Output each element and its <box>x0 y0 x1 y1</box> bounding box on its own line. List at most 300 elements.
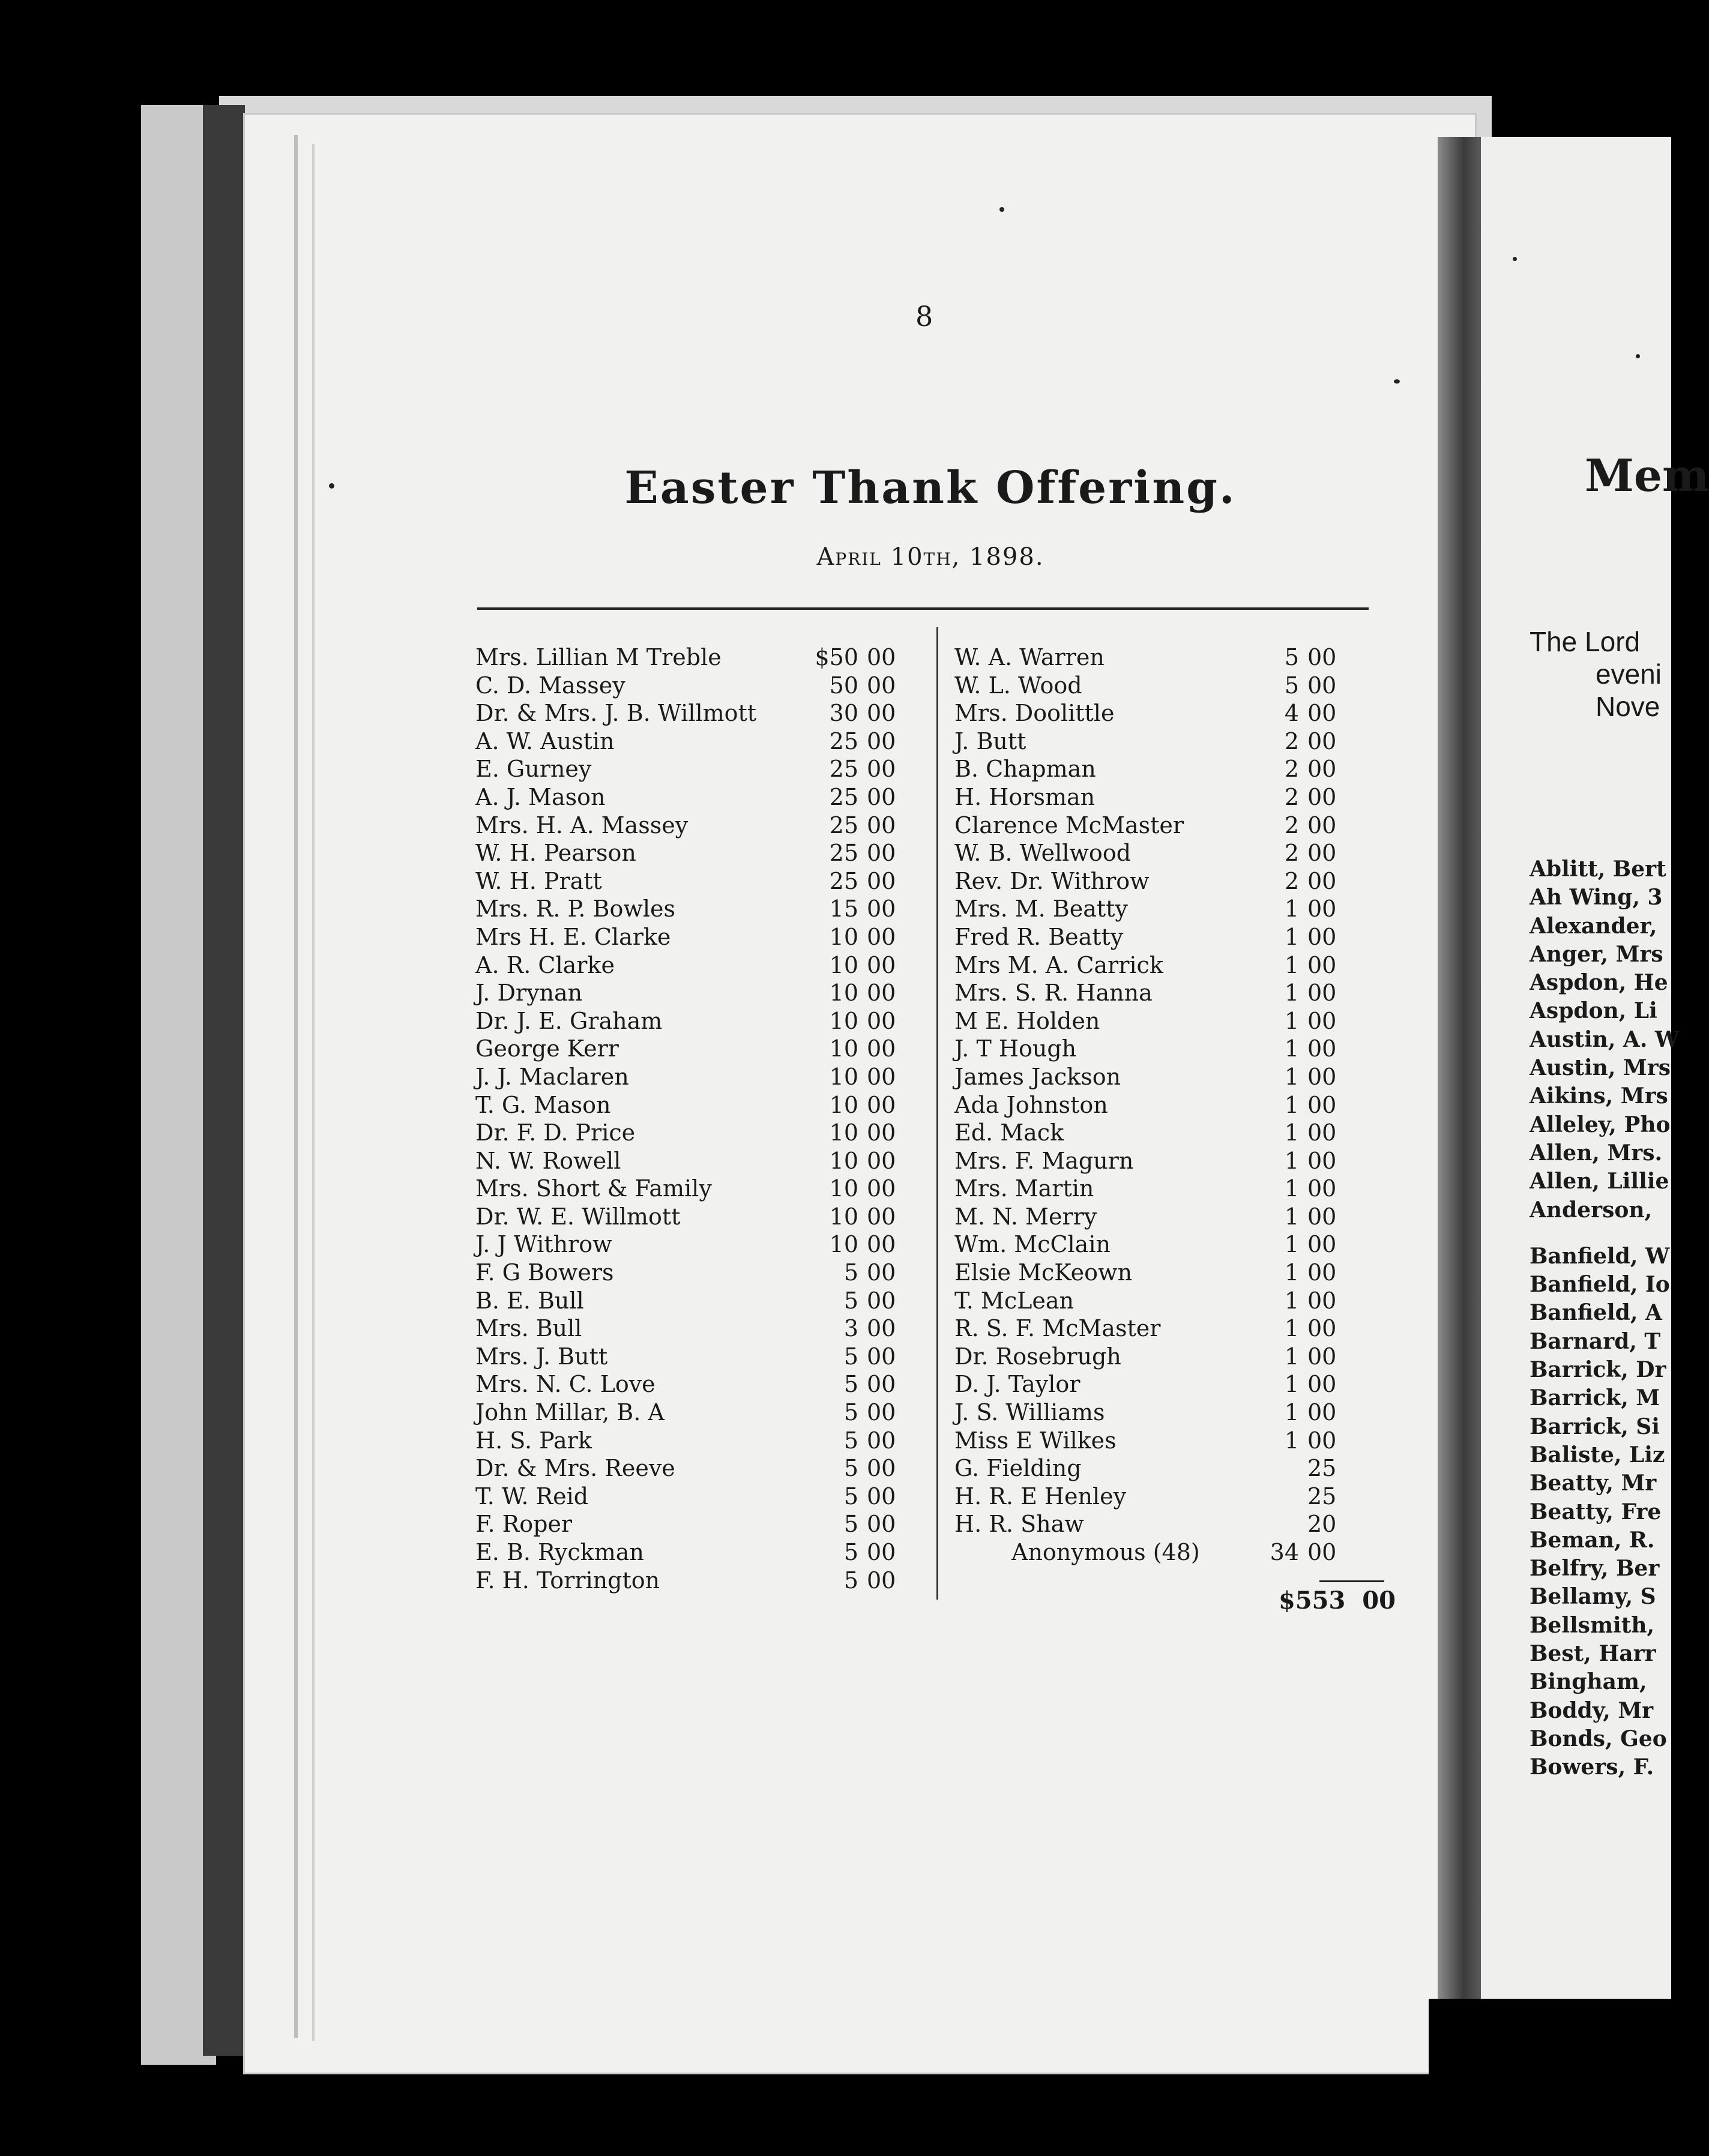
donor-row <box>954 895 1393 923</box>
facing-name-entry: Banfield, A <box>1530 1300 1662 1326</box>
donation-cents: 00 <box>1307 1203 1337 1230</box>
donor-name: Dr. F. D. Price <box>475 1119 636 1146</box>
donation-cents: 00 <box>1307 923 1337 950</box>
donation-dollars: 1 <box>1284 1175 1299 1202</box>
facing-name-entry: Beatty, Mr <box>1530 1471 1657 1496</box>
donation-dollars: 25 <box>829 867 858 894</box>
donation-cents: 00 <box>867 951 896 978</box>
donation-cents: 00 <box>867 1539 896 1565</box>
donation-cents: 00 <box>867 1091 896 1118</box>
donation-cents: 00 <box>867 1427 896 1454</box>
donation-dollars: 2 <box>1284 840 1299 867</box>
donation-dollars: 1 <box>1284 951 1299 978</box>
donor-name: J. Butt <box>954 727 1026 754</box>
donation-cents: 00 <box>1307 896 1337 923</box>
donation-dollars: 1 <box>1284 1147 1299 1174</box>
donor-name: J. J. Maclaren <box>475 1063 629 1090</box>
donation-dollars: 1 <box>1284 1035 1299 1062</box>
donor-name: F. G Bowers <box>475 1259 614 1286</box>
donor-row <box>475 1091 908 1119</box>
donor-name: M E. Holden <box>954 1007 1100 1034</box>
donor-row <box>954 1399 1393 1427</box>
donation-dollars: 2 <box>1284 727 1299 754</box>
donation-cents: 00 <box>1307 951 1337 978</box>
donation-dollars: 1 <box>1284 1091 1299 1118</box>
scan-border <box>1429 1999 1671 2077</box>
donor-row <box>475 1259 908 1287</box>
donation-dollars: 3 <box>843 1315 858 1342</box>
donor-row <box>954 1510 1393 1538</box>
donor-row <box>954 951 1393 980</box>
donation-cents: 00 <box>1307 867 1337 894</box>
donor-row <box>954 1427 1393 1455</box>
donor-row <box>954 755 1393 783</box>
donation-dollars: 25 <box>829 783 858 810</box>
donor-row <box>954 1147 1393 1175</box>
donor-row <box>475 979 908 1007</box>
donation-dollars: 10 <box>829 1175 858 1202</box>
donor-row <box>954 1203 1393 1231</box>
facing-name-entry: Aspdon, Li <box>1530 998 1657 1024</box>
list-gap <box>1530 1224 1679 1242</box>
donation-cents: 25 <box>1307 1455 1337 1482</box>
donation-dollars: 5 <box>843 1483 858 1510</box>
donor-row <box>475 1203 908 1231</box>
facing-page-title: Mem <box>1585 450 1709 502</box>
donor-row <box>954 643 1393 672</box>
donor-row <box>475 1230 908 1259</box>
donor-row <box>475 1510 908 1538</box>
donor-name: Miss E Wilkes <box>954 1427 1117 1454</box>
donor-name: D. J. Taylor <box>954 1371 1081 1398</box>
donation-dollars: 1 <box>1284 1371 1299 1398</box>
donor-name: A. W. Austin <box>475 727 615 754</box>
page-date: April 10th, 1898. <box>816 543 1044 571</box>
donation-dollars: 10 <box>829 1147 858 1174</box>
donation-cents: 00 <box>867 1511 896 1538</box>
donor-name: H. S. Park <box>475 1427 592 1454</box>
donor-row <box>954 1343 1393 1371</box>
donor-name: R. S. F. McMaster <box>954 1315 1161 1342</box>
donor-name: T. McLean <box>954 1287 1074 1314</box>
donor-name: T. W. Reid <box>475 1483 589 1510</box>
donor-name: Mrs. Lillian M Treble <box>475 644 722 670</box>
donation-cents: 00 <box>1307 1007 1337 1034</box>
donor-name: Mrs. Short & Family <box>475 1175 712 1202</box>
donation-cents: 00 <box>867 672 896 699</box>
book-binding <box>203 105 245 2056</box>
facing-intro-line: Nove <box>1596 691 1660 722</box>
donor-name: B. E. Bull <box>475 1287 584 1314</box>
facing-name-entry: Anderson, <box>1530 1197 1653 1223</box>
donation-cents: 20 <box>1307 1511 1337 1538</box>
donor-row <box>954 1175 1393 1203</box>
donation-dollars: 25 <box>829 840 858 867</box>
donor-name: Mrs. H. A. Massey <box>475 812 689 839</box>
donation-dollars: 1 <box>1284 1063 1299 1090</box>
facing-name-entry: Ah Wing, 3 <box>1530 885 1663 911</box>
facing-name-entry: Banfield, W <box>1530 1243 1670 1269</box>
donor-row <box>954 867 1393 896</box>
donor-name: Clarence McMaster <box>954 812 1184 839</box>
donation-cents: 00 <box>867 1287 896 1314</box>
donor-row <box>475 895 908 923</box>
donation-dollars: $50 <box>815 644 858 670</box>
donor-name: Wm. McClain <box>954 1231 1111 1258</box>
donor-row <box>475 672 908 700</box>
donation-cents: 00 <box>1307 1371 1337 1398</box>
donor-row <box>475 1287 908 1315</box>
donation-dollars: 5 <box>1284 644 1299 670</box>
donor-name: Mrs M. A. Carrick <box>954 951 1163 978</box>
donation-cents: 00 <box>1307 1287 1337 1314</box>
donor-row <box>475 643 908 672</box>
donation-dollars: 10 <box>829 980 858 1007</box>
book-gutter <box>1438 137 1481 2001</box>
donor-name: Mrs H. E. Clarke <box>475 923 671 950</box>
facing-name-entry: Bellsmith, <box>1530 1612 1655 1638</box>
facing-name-entry: Bingham, <box>1530 1669 1647 1695</box>
donation-dollars: 1 <box>1284 1119 1299 1146</box>
donor-row <box>954 1287 1393 1315</box>
facing-name-entry: Baliste, Liz <box>1530 1442 1665 1468</box>
donor-name: George Kerr <box>475 1035 619 1062</box>
donor-name: H. R. E Henley <box>954 1483 1127 1510</box>
donation-cents: 00 <box>1307 1343 1337 1370</box>
donation-cents: 00 <box>1307 783 1337 810</box>
donation-dollars: 50 <box>829 672 858 699</box>
donor-row <box>475 951 908 980</box>
donor-name: G. Fielding <box>954 1455 1082 1482</box>
donor-row <box>475 1370 908 1399</box>
facing-name-entry: Bowers, F. <box>1530 1754 1654 1780</box>
donation-dollars: 2 <box>1284 783 1299 810</box>
donation-cents: 00 <box>1307 1315 1337 1342</box>
page-edge-line <box>294 135 298 2038</box>
donation-dollars: 1 <box>1284 1315 1299 1342</box>
donation-cents: 00 <box>1307 672 1337 699</box>
donor-name: Dr. J. E. Graham <box>475 1007 663 1034</box>
donation-dollars: 10 <box>829 951 858 978</box>
donor-name: E. B. Ryckman <box>475 1539 644 1565</box>
donation-cents: 00 <box>867 1567 896 1594</box>
donor-row <box>475 1343 908 1371</box>
donor-row <box>475 1063 908 1091</box>
donation-cents: 00 <box>867 783 896 810</box>
scan-speck <box>1636 354 1640 358</box>
donor-row <box>475 812 908 840</box>
donation-dollars: 1 <box>1284 896 1299 923</box>
donation-cents: 00 <box>867 840 896 867</box>
total-dollars: $553 <box>1279 1586 1346 1615</box>
donor-row <box>475 727 908 756</box>
donor-row <box>475 1035 908 1063</box>
scan-speck <box>999 207 1004 212</box>
donation-dollars: 25 <box>829 727 858 754</box>
donor-name: W. H. Pearson <box>475 840 636 867</box>
donor-row <box>475 1538 908 1567</box>
donation-dollars: 5 <box>843 1567 858 1594</box>
donation-dollars: 1 <box>1284 1231 1299 1258</box>
total-cents: 00 <box>1362 1586 1396 1615</box>
donor-row <box>954 699 1393 727</box>
donor-name: A. R. Clarke <box>475 951 615 978</box>
donor-row <box>475 1567 908 1595</box>
donation-dollars: 5 <box>843 1371 858 1398</box>
donation-cents: 00 <box>867 1343 896 1370</box>
donation-dollars: 1 <box>1284 1007 1299 1034</box>
facing-name-entry: Beman, R. <box>1530 1527 1655 1553</box>
donation-dollars: 10 <box>829 1203 858 1230</box>
donor-name: C. D. Massey <box>475 672 625 699</box>
donor-row <box>954 812 1393 840</box>
facing-name-entry: Anger, Mrs <box>1530 941 1663 967</box>
donor-row <box>475 1007 908 1035</box>
donation-dollars: 1 <box>1284 1259 1299 1286</box>
donor-name: Mrs. S. R. Hanna <box>954 980 1153 1007</box>
facing-name-entry: Bellamy, S <box>1530 1584 1656 1610</box>
donor-name: Dr. Rosebrugh <box>954 1343 1121 1370</box>
donor-row <box>475 839 908 867</box>
facing-name-entry: Austin, Mrs <box>1530 1055 1671 1081</box>
donor-name: T. G. Mason <box>475 1091 611 1118</box>
donation-dollars: 10 <box>829 1091 858 1118</box>
donor-name: Mrs. F. Magurn <box>954 1147 1134 1174</box>
page-edge-line <box>312 144 315 2041</box>
donation-cents: 00 <box>867 727 896 754</box>
donor-name: Dr. & Mrs. Reeve <box>475 1455 675 1482</box>
donation-dollars: 5 <box>1284 672 1299 699</box>
donation-cents: 00 <box>867 1371 896 1398</box>
donor-row <box>475 1399 908 1427</box>
donation-dollars: 5 <box>843 1511 858 1538</box>
donation-cents: 00 <box>867 700 896 727</box>
donor-row <box>475 1175 908 1203</box>
donation-cents: 00 <box>867 756 896 783</box>
donor-row <box>475 1427 908 1455</box>
donation-dollars: 10 <box>829 1119 858 1146</box>
facing-name-entry: Alexander, <box>1530 913 1657 939</box>
facing-name-entry: Barrick, M <box>1530 1385 1660 1411</box>
header-rule <box>477 607 1369 610</box>
donor-name: Dr. & Mrs. J. B. Willmott <box>475 700 757 727</box>
scan-speck <box>1513 257 1517 261</box>
facing-name-entry: Belfry, Ber <box>1530 1556 1660 1582</box>
donation-cents: 00 <box>867 1063 896 1090</box>
donation-dollars: 1 <box>1284 923 1299 950</box>
donation-cents: 00 <box>867 1399 896 1426</box>
donor-row <box>475 1483 908 1511</box>
donor-name: Fred R. Beatty <box>954 923 1124 950</box>
facing-name-entry: Beatty, Fre <box>1530 1499 1662 1525</box>
donation-cents: 00 <box>1307 1399 1337 1426</box>
donor-name: J. J Withrow <box>475 1231 612 1258</box>
donor-row <box>954 1538 1393 1567</box>
donor-row <box>475 699 908 727</box>
page-number: 8 <box>915 300 933 333</box>
donor-name: H. R. Shaw <box>954 1511 1084 1538</box>
donor-name: J. T Hough <box>954 1035 1077 1062</box>
donor-name: F. Roper <box>475 1511 573 1538</box>
donation-cents: 00 <box>867 896 896 923</box>
donation-cents: 00 <box>867 1175 896 1202</box>
donor-name: Mrs. Doolittle <box>954 700 1115 727</box>
donation-cents: 00 <box>1307 644 1337 670</box>
donation-dollars: 15 <box>829 896 858 923</box>
donation-cents: 00 <box>867 1231 896 1258</box>
donation-cents: 00 <box>1307 1427 1337 1454</box>
donation-dollars: 4 <box>1284 700 1299 727</box>
donor-name: John Millar, B. A <box>475 1399 665 1426</box>
donation-dollars: 2 <box>1284 756 1299 783</box>
donor-row <box>475 783 908 812</box>
donor-name: Elsie McKeown <box>954 1259 1133 1286</box>
donor-row <box>954 1091 1393 1119</box>
donation-dollars: 1 <box>1284 1287 1299 1314</box>
donation-cents: 00 <box>1307 700 1337 727</box>
facing-name-entry: Aikins, Mrs <box>1530 1083 1668 1109</box>
scan-speck <box>329 483 334 489</box>
donor-name: Mrs. Bull <box>475 1315 582 1342</box>
donor-row <box>954 923 1393 951</box>
facing-intro-line: The Lord <box>1530 626 1641 657</box>
donor-name: N. W. Rowell <box>475 1147 621 1174</box>
donor-name: Mrs. Martin <box>954 1175 1094 1202</box>
facing-name-entry: Ablitt, Bert <box>1530 857 1666 882</box>
donation-cents: 00 <box>867 1455 896 1482</box>
donor-row <box>954 727 1393 756</box>
facing-name-entry: Barnard, T <box>1530 1328 1661 1354</box>
donation-cents: 00 <box>867 923 896 950</box>
donor-name: W. L. Wood <box>954 672 1082 699</box>
page-title: Easter Thank Offering. <box>624 462 1237 514</box>
donation-cents: 00 <box>1307 756 1337 783</box>
total-rule <box>1319 1580 1384 1582</box>
donation-dollars: 25 <box>829 812 858 839</box>
donor-name: Mrs. J. Butt <box>475 1343 608 1370</box>
donation-dollars: 5 <box>843 1455 858 1482</box>
donation-dollars: 1 <box>1284 1343 1299 1370</box>
donor-name: E. Gurney <box>475 756 592 783</box>
donor-name: B. Chapman <box>954 756 1096 783</box>
facing-name-entry: Banfield, Io <box>1530 1272 1670 1298</box>
facing-name-entry: Austin, A. W <box>1530 1026 1680 1052</box>
donor-row <box>954 979 1393 1007</box>
facing-name-entry: Alleley, Pho <box>1530 1112 1671 1137</box>
donation-cents: 00 <box>1307 1035 1337 1062</box>
donation-dollars: 10 <box>829 923 858 950</box>
donation-dollars: 10 <box>829 1231 858 1258</box>
donation-dollars: 5 <box>843 1539 858 1565</box>
donor-name: James Jackson <box>954 1063 1121 1090</box>
donor-row <box>954 1454 1393 1483</box>
donation-cents: 00 <box>867 980 896 1007</box>
column-divider <box>936 627 938 1600</box>
donation-dollars: 10 <box>829 1035 858 1062</box>
donation-cents: 00 <box>1307 1147 1337 1174</box>
donor-row <box>954 1230 1393 1259</box>
donor-name: Mrs. M. Beatty <box>954 896 1128 923</box>
donation-cents: 00 <box>867 1315 896 1342</box>
donation-dollars: 34 <box>1270 1539 1299 1565</box>
donation-dollars: 5 <box>843 1287 858 1314</box>
donor-name: Rev. Dr. Withrow <box>954 867 1150 894</box>
donor-row <box>475 923 908 951</box>
donor-name: Ed. Mack <box>954 1119 1064 1146</box>
donation-dollars: 5 <box>843 1259 858 1286</box>
donor-row <box>954 1007 1393 1035</box>
donation-cents: 00 <box>1307 1091 1337 1118</box>
donation-cents: 00 <box>867 1119 896 1146</box>
donation-dollars: 10 <box>829 1007 858 1034</box>
facing-name-entry: Boddy, Mr <box>1530 1697 1654 1723</box>
donation-cents: 00 <box>1307 980 1337 1007</box>
facing-name-entry: Bonds, Geo <box>1530 1726 1667 1751</box>
donation-dollars: 1 <box>1284 1203 1299 1230</box>
donor-name: W. A. Warren <box>954 644 1105 670</box>
donation-cents: 00 <box>867 1483 896 1510</box>
donor-name: Dr. W. E. Willmott <box>475 1203 681 1230</box>
donation-cents: 00 <box>1307 1539 1337 1565</box>
donor-list-left <box>475 643 908 1594</box>
donor-name: M. N. Merry <box>954 1203 1097 1230</box>
donation-cents: 00 <box>1307 1175 1337 1202</box>
facing-name-entry: Best, Harr <box>1530 1641 1656 1667</box>
donation-cents: 00 <box>1307 840 1337 867</box>
scan-speck <box>1394 379 1400 384</box>
donor-row <box>954 1370 1393 1399</box>
donor-name: Mrs. R. P. Bowles <box>475 896 676 923</box>
donor-name: F. H. Torrington <box>475 1567 660 1594</box>
donation-cents: 00 <box>867 867 896 894</box>
donation-dollars: 10 <box>829 1063 858 1090</box>
donation-dollars: 5 <box>843 1399 858 1426</box>
donor-row <box>954 1314 1393 1343</box>
donor-row <box>475 755 908 783</box>
donor-row <box>954 1035 1393 1063</box>
donation-dollars: 5 <box>843 1427 858 1454</box>
donation-dollars: 2 <box>1284 867 1299 894</box>
donor-name: W. B. Wellwood <box>954 840 1132 867</box>
donation-cents: 00 <box>1307 1119 1337 1146</box>
donor-list-right <box>954 643 1393 1567</box>
donation-dollars: 30 <box>829 700 858 727</box>
donor-name: A. J. Mason <box>475 783 606 810</box>
facing-name-entry: Allen, Lillie <box>1530 1169 1669 1194</box>
donor-name: Ada Johnston <box>954 1091 1108 1118</box>
donor-name: W. H. Pratt <box>475 867 602 894</box>
donation-cents: 00 <box>1307 727 1337 754</box>
facing-name-list <box>1530 855 1679 1782</box>
donation-cents: 00 <box>1307 1063 1337 1090</box>
donor-row <box>954 1119 1393 1147</box>
donation-cents: 00 <box>1307 812 1337 839</box>
donation-dollars: 1 <box>1284 980 1299 1007</box>
donation-cents: 00 <box>867 1007 896 1034</box>
donor-row <box>475 1119 908 1147</box>
donor-row <box>954 1259 1393 1287</box>
donor-name: Anonymous (48) <box>1011 1539 1200 1565</box>
donation-cents: 00 <box>867 644 896 670</box>
facing-name-entry: Allen, Mrs. <box>1530 1140 1663 1166</box>
donation-cents: 00 <box>867 1203 896 1230</box>
donation-cents: 00 <box>867 1147 896 1174</box>
donation-cents: 00 <box>867 1259 896 1286</box>
donor-row <box>954 1483 1393 1511</box>
facing-name-entry: Aspdon, He <box>1530 970 1668 996</box>
donation-dollars: 1 <box>1284 1399 1299 1426</box>
donation-cents: 00 <box>1307 1231 1337 1258</box>
